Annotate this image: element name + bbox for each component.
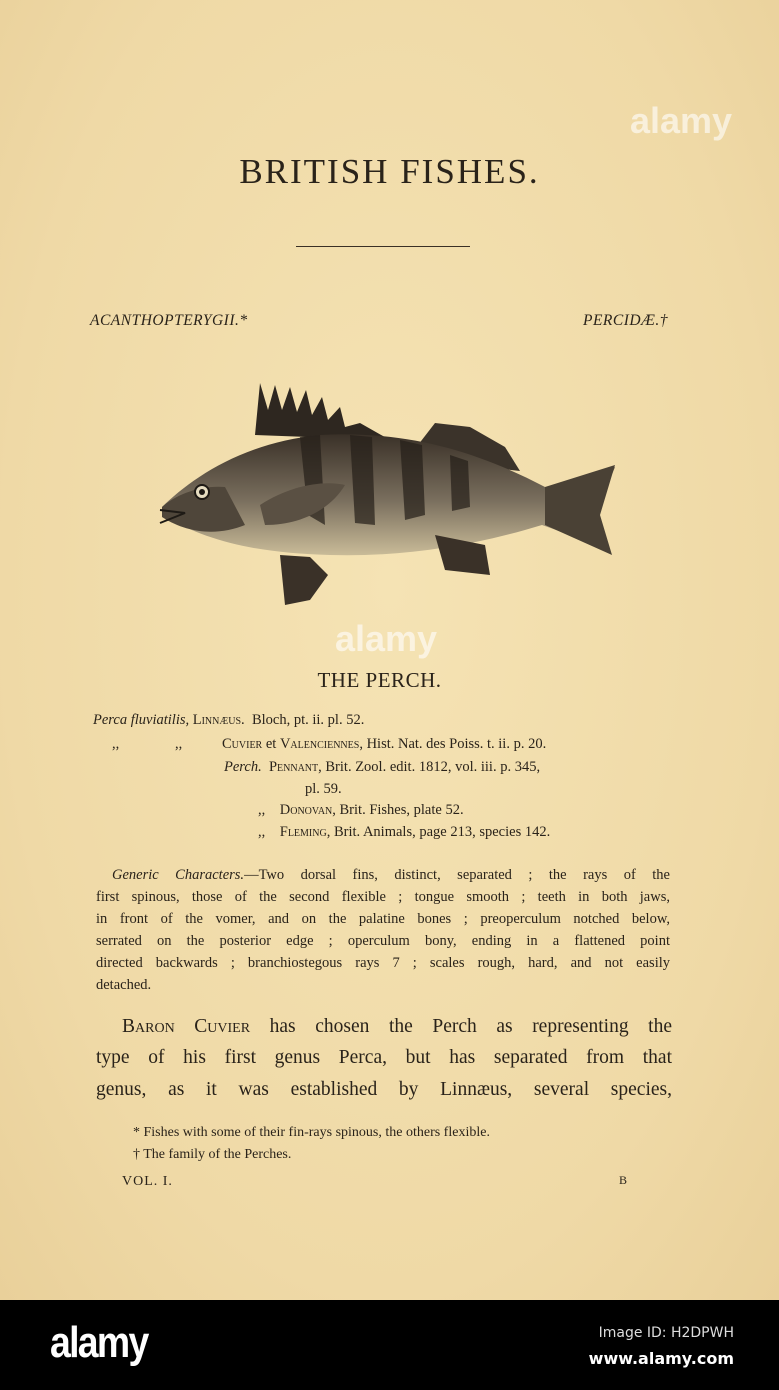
synonymy-line — [258, 802, 464, 819]
volume-signature: VOL. I. — [122, 1174, 173, 1189]
text-line — [112, 867, 670, 884]
footnote: † The family of the Perches. — [133, 1147, 292, 1162]
text-line: in front of the vomer, and on the palatine bones ; preoperculum notched below, — [96, 911, 670, 927]
reference: , Hist. Nat. des Poiss. t. ii. p. 20. — [359, 736, 547, 752]
common-name: Perch. — [224, 759, 262, 775]
author: Baron Cuvier — [122, 1016, 251, 1037]
author: Linnæus. — [192, 712, 245, 728]
alamy-logo: alamy — [50, 1318, 148, 1367]
alamy-url: www.alamy.com — [588, 1349, 734, 1368]
line-text: has chosen the Perch as representing the — [250, 1016, 672, 1037]
generic-label: Generic Characters. — [112, 867, 245, 883]
gathering-signature: B — [619, 1173, 628, 1187]
synonymy-line — [93, 712, 364, 729]
order-heading: ACANTHOPTERYGII.* — [90, 312, 248, 329]
ditto-mark: ,, — [258, 802, 266, 818]
author: Valenciennes — [279, 736, 360, 752]
reference: , Brit. Animals, page 213, species 142. — [326, 824, 551, 840]
text-line: detached. — [96, 977, 152, 993]
text-line: directed backwards ; branchiostegous rays 7 ; scales rough, hard, and not easily — [96, 955, 670, 971]
title-rule — [296, 246, 470, 247]
conjunction: et — [262, 736, 280, 752]
synonymy-line — [224, 759, 540, 776]
ditto-mark: ,, — [112, 736, 120, 752]
family-heading: PERCIDÆ.† — [582, 312, 668, 329]
perch-illustration — [150, 375, 620, 615]
reference: pl. 59. — [305, 781, 342, 797]
ditto-mark: ,, — [258, 824, 266, 840]
image-id: Image ID: H2DPWH — [598, 1325, 734, 1341]
synonymy-line — [305, 781, 342, 798]
synonymy-line — [258, 824, 550, 841]
synonymy-line — [222, 736, 546, 753]
synonymy-line — [112, 736, 119, 753]
text-line — [122, 1016, 672, 1038]
watermark-logo: alamy — [630, 100, 733, 141]
author: Cuvier — [222, 736, 263, 752]
footnote: * Fishes with some of their fin-rays spinous, the others flexible. — [133, 1125, 490, 1140]
reference: , Brit. Fishes, plate 52. — [332, 802, 464, 818]
species-title: THE PERCH. — [317, 668, 442, 692]
species-name: Perca fluviatilis, — [93, 712, 190, 728]
author: Fleming — [279, 824, 327, 840]
watermark-logo: alamy — [335, 618, 438, 659]
reference: Bloch, pt. ii. pl. 52. — [251, 712, 365, 728]
text-line: first spinous, those of the second flexible ; tongue smooth ; teeth in both jaws, — [96, 889, 670, 905]
reference: , Brit. Zool. edit. 1812, vol. iii. p. 345, — [318, 759, 541, 775]
ditto-mark: ,, — [175, 736, 183, 752]
synonymy-line — [175, 736, 182, 753]
page-title: BRITISH FISHES. — [239, 152, 540, 191]
text-line: genus, as it was established by Linnæus, several species, — [96, 1079, 672, 1100]
text-line: serrated on the posterior edge ; operculum bony, ending in a flattened point — [96, 933, 670, 949]
author: Pennant — [268, 759, 319, 775]
author: Donovan — [279, 802, 333, 818]
line-text: —Two dorsal fins, distinct, separated ; the rays of the — [244, 867, 670, 883]
text-line: type of his first genus Perca, but has separated from that — [96, 1047, 672, 1068]
